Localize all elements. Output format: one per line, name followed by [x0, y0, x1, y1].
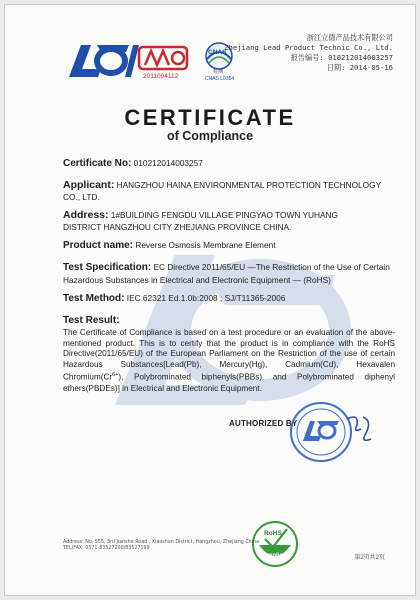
address-row: [63, 209, 395, 233]
certificate-title: CERTIFICATE: [124, 105, 296, 130]
address-value-2: DISTRICT HANGZHOU CITY ZHEJIANG PROVINCE CHINA.: [63, 222, 292, 232]
lead-logo-icon: [69, 45, 139, 77]
cnas-cn: 检测: [213, 69, 224, 75]
authorized-by-label: AUTHORIZED BY: [229, 419, 298, 428]
certificate-page: [4, 4, 416, 596]
product-value: Reverse Osmosis Membrane Element: [135, 240, 276, 250]
applicant-value-1: HANGZHOU HAINA ENVIRONMENTAL PROTECTION TECHNOLOGY: [116, 180, 382, 190]
header-info: [223, 33, 393, 73]
certificate-no-value: 010212014003257: [133, 158, 203, 168]
test-result-label: Test Result:: [63, 315, 120, 326]
test-method-row: [63, 292, 395, 305]
company-stamp-icon: [287, 399, 377, 465]
report-date: 日期: 2014-05-16: [326, 63, 393, 72]
applicant-row: [63, 179, 395, 203]
page-number: 第2页共2页: [354, 555, 385, 561]
address-label: Address:: [63, 209, 109, 221]
rohs-badge-bottom: Compliant: [259, 553, 289, 559]
rohs-badge-top: RoHS: [264, 530, 282, 537]
test-spec-row: [63, 261, 395, 286]
address-value-1: 1#BUILDING FENGDU VILLAGE PINGYAO TOWN YUHANG: [110, 210, 338, 220]
test-result-text: The Certificate of Compliance is based on a test procedure or an evaluation of the above-mentioned product. This is to certify that the product is in compliance with the RoHS Directive(2011/65/EU) of the European Parliament on the Restriction of the use of certain Hazardous Substances[Lead(Pb), Mercury(Hg), Cadmium(Cd), Hexavalen $Chromium(Cr^{6+})$, Polybrominated biphenyls(PBBs) and Polybrominated diphenyl ethers(PBDEs)] in Electrical and Electronic Equipment.: [63, 328, 395, 393]
company-en: Zhejiang Lead Product Technic Co., Ltd.: [224, 43, 393, 52]
cnas-code: CNAS L0354: [205, 76, 235, 81]
test-spec-label: Test Specification:: [63, 262, 152, 273]
applicant-label: Applicant:: [63, 179, 115, 191]
report-number: 报告编号: 010212014003257: [290, 53, 393, 62]
cnas-label: CNAS: [208, 49, 227, 56]
certificate-subtitle: of Compliance: [166, 129, 254, 143]
test-method-value: IEC 62321 Ed.1.0b:2008 ; SJ/T11365-2006: [126, 293, 286, 303]
certificate-no-row: [63, 157, 395, 170]
footer-address: Address: No. 555, 3rd Jianshe Road , Xiaoshan District, Hangzhou, Zhejiang China: [63, 540, 260, 545]
footer: [63, 540, 283, 552]
product-label: Product name:: [63, 240, 134, 251]
product-row: [63, 239, 395, 252]
test-method-label: Test Method:: [63, 293, 125, 304]
test-spec-value-1: EC Directive 2011/65/EU —The Restriction of the Use of Certain: [153, 262, 390, 272]
company-cn: 浙江立德产品技术有限公司: [306, 33, 393, 42]
applicant-value-2: CO., LTD.: [63, 192, 100, 202]
certificate-body: [63, 151, 395, 394]
cma-logo-icon: [139, 47, 187, 69]
footer-telfax: TEL/FAX: 0571-83527200/83527199: [63, 546, 150, 552]
cma-number: 2011004112: [143, 73, 179, 80]
test-spec-value-2: Hazardous Substances in Electrical and Electronic Equipment — (RoHS): [63, 275, 331, 285]
certificate-no-label: Certificate No:: [63, 158, 132, 169]
